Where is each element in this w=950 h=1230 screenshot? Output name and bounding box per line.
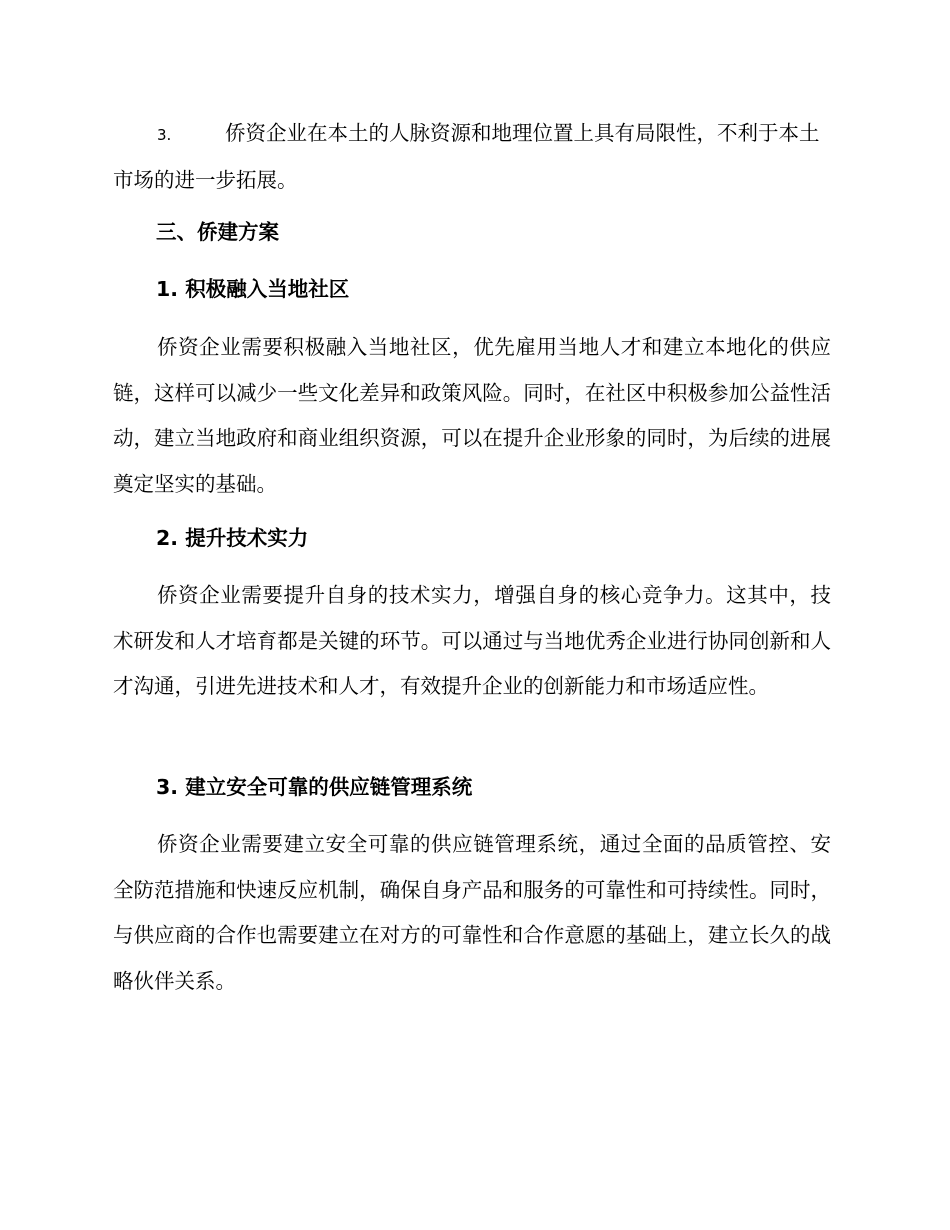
subsection-paragraph-2: 侨资企业需要提升自身的技术实力，增强自身的核心竞争力。这其中，技术研发和人才培育都是关键的环节。可以通过与当地优秀企业进行协同创新和人才沟通，引进先进技术和人才，有效提升企业的创新能力和市场适应性。 [113, 583, 831, 698]
list-item-text: 侨资企业在本土的人脉资源和地理位置上具有局限性，不利于本土市场的进一步拓展。 [113, 121, 820, 192]
list-item-3 [113, 111, 833, 203]
subsection-heading-2: 2. 提升技术实力 [156, 526, 309, 550]
section-heading: 三、侨建方案 [156, 220, 279, 244]
subsection-paragraph-3: 侨资企业需要建立安全可靠的供应链管理系统，通过全面的品质管控、安全防范措施和快速反应机制，确保自身产品和服务的可靠性和可持续性。同时，与供应商的合作也需要建立在对方的可靠性和合作意愿的基础上，建立长久的战略伙伴关系。 [113, 832, 831, 993]
subsection-heading-3: 3. 建立安全可靠的供应链管理系统 [156, 775, 473, 799]
subsection-heading-1: 1. 积极融入当地社区 [156, 277, 350, 301]
subsection-paragraph-1: 侨资企业需要积极融入当地社区，优先雇用当地人才和建立本地化的供应链，这样可以减少一些文化差异和政策风险。同时，在社区中积极参加公益性活动，建立当地政府和商业组织资源，可以在提升企业形象的同时，为后续的进展奠定坚实的基础。 [113, 335, 831, 496]
list-item-number: 3. [157, 126, 172, 144]
